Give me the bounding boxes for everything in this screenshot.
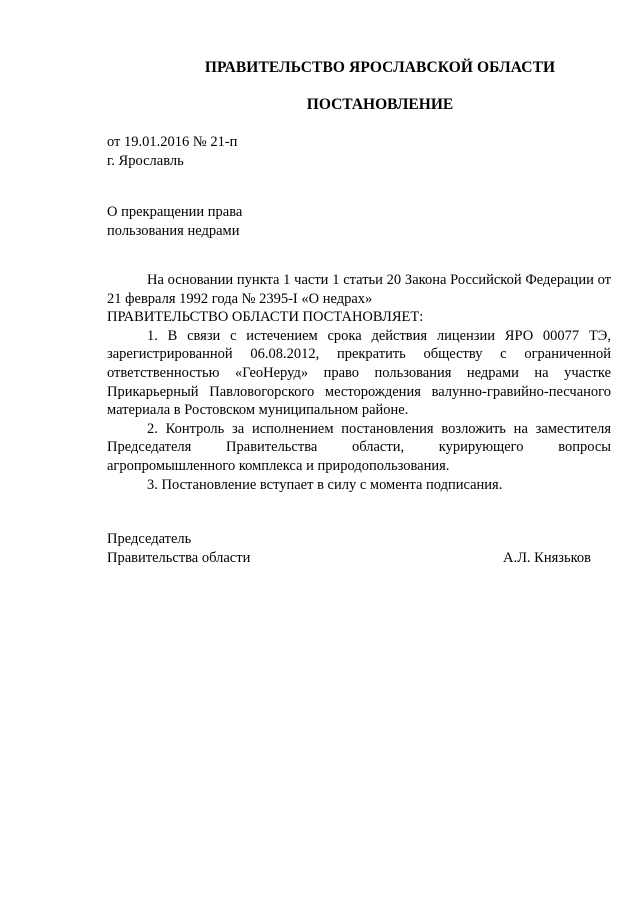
resolution-item-1: 1. В связи с истечением срока действия лицензии ЯРО 00077 ТЭ, зарегистрированной 06.08.2012, прекратить обществу с ограниченной ответственностью «ГеоНеруд» право пользования недрами на участке Прикарьерный Павловогорского месторождения валунно-гравийно-песчаного материала в Ростовском муниципальном районе. [107,327,611,419]
date-number: от 19.01.2016 № 21-п [107,134,238,150]
legal-basis-paragraph: На основании пункта 1 части 1 статьи 20 Закона Российской Федерации от 21 февраля 1992 года № 2395-I «О недрах» [107,272,611,307]
signature-block [107,530,591,568]
document-subject [107,203,242,241]
resolution-statement: ПРАВИТЕЛЬСТВО ОБЛАСТИ ПОСТАНОВЛЯЕТ: [107,309,424,326]
signatory-name: А.Л. Князьков [502,550,591,566]
city: г. Ярославль [107,153,184,169]
signatory-position-line-2: Правительства области [107,550,251,566]
government-title: ПРАВИТЕЛЬСТВО ЯРОСЛАВСКОЙ ОБЛАСТИ [204,59,556,76]
document-body [107,271,611,494]
resolution-item-3: 3. Постановление вступает в силу с момента подписания. [147,476,503,493]
signatory-position-line-1: Председатель [107,531,192,547]
document-meta [107,133,237,171]
resolution-item-2: 2. Контроль за исполнением постановления возложить на заместителя Председателя Правительства области, курирующего вопросы агропромышленного комплекса и природопользования. [107,420,611,474]
subject-line-2: пользования недрами [107,223,240,239]
subject-line-1: О прекращении права [107,204,243,220]
document-type-heading: ПОСТАНОВЛЕНИЕ [306,96,454,113]
